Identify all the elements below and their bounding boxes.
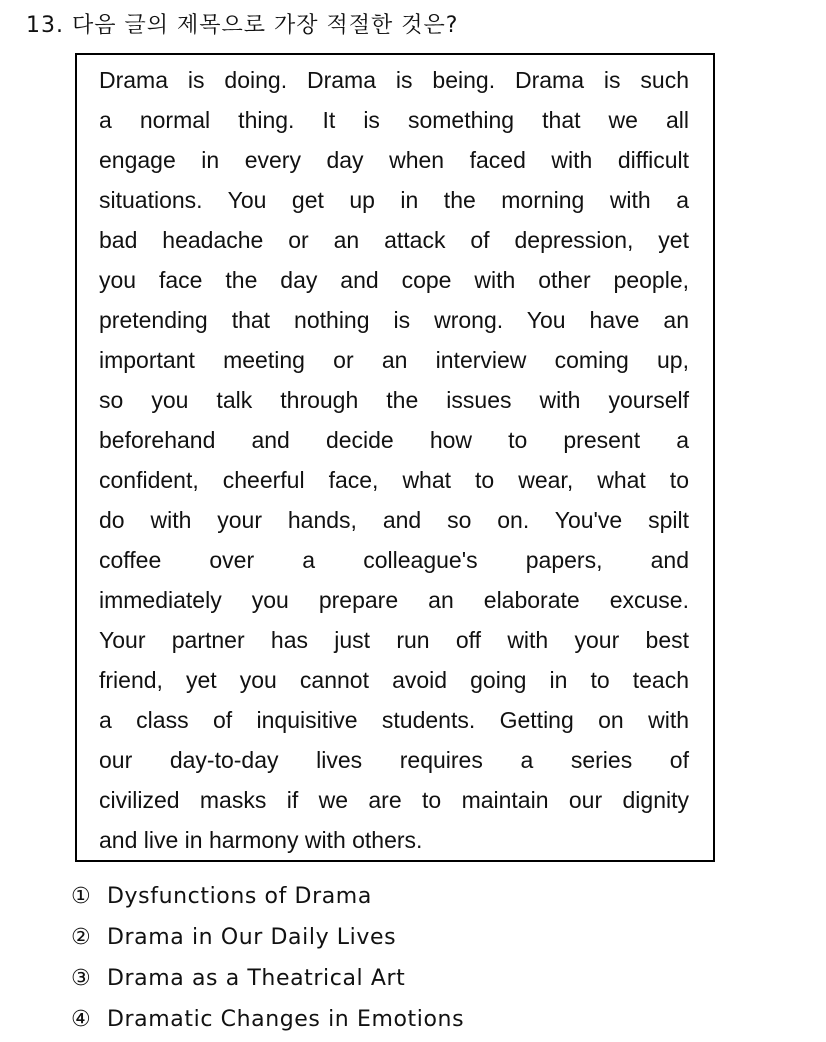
- passage-line: a class of inquisitive students. Getting on with: [99, 707, 689, 733]
- option-marker: ④: [71, 1007, 92, 1032]
- passage-line: friend, yet you cannot avoid going in to teach: [99, 667, 689, 693]
- passage-line: important meeting or an interview coming up,: [99, 347, 689, 373]
- answer-option-1[interactable]: [71, 878, 464, 919]
- passage-line: beforehand and decide how to present a: [99, 427, 689, 453]
- passage-line: pretending that nothing is wrong. You have an: [99, 307, 689, 333]
- answer-option-2[interactable]: [71, 919, 464, 960]
- passage-line: bad headache or an attack of depression, yet: [99, 227, 689, 253]
- option-text: Dysfunctions of Drama: [107, 884, 372, 909]
- option-text: Drama as a Theatrical Art: [107, 966, 406, 991]
- answer-options: [71, 878, 464, 1042]
- question-title: 13. 다음 글의 제목으로 가장 적절한 것은?: [26, 13, 459, 38]
- option-marker: ③: [71, 966, 92, 991]
- passage-line: confident, cheerful face, what to wear, what to: [99, 467, 689, 493]
- passage-line: immediately you prepare an elaborate excuse.: [99, 587, 689, 613]
- passage-line: our day-to-day lives requires a series of: [99, 747, 689, 773]
- passage-line: you face the day and cope with other people,: [99, 267, 689, 293]
- option-marker: ②: [71, 925, 92, 950]
- passage-line: engage in every day when faced with difficult: [99, 147, 689, 173]
- option-marker: ①: [71, 884, 92, 909]
- option-text: Dramatic Changes in Emotions: [107, 1007, 465, 1032]
- passage-line: do with your hands, and so on. You've spilt: [99, 507, 689, 533]
- passage-line: Drama is doing. Drama is being. Drama is such: [99, 67, 689, 93]
- passage-line: and live in harmony with others.: [99, 827, 423, 853]
- passage-line: civilized masks if we are to maintain our dignity: [99, 787, 689, 813]
- passage-line: coffee over a colleague's papers, and: [99, 547, 689, 573]
- passage-line: a normal thing. It is something that we all: [99, 107, 689, 133]
- passage-line: so you talk through the issues with yourself: [99, 387, 689, 413]
- answer-option-3[interactable]: [71, 960, 464, 1001]
- passage-line: situations. You get up in the morning with a: [99, 187, 689, 213]
- option-text: Drama in Our Daily Lives: [107, 925, 397, 950]
- passage-box: [75, 53, 715, 862]
- passage-line: Your partner has just run off with your best: [99, 627, 689, 653]
